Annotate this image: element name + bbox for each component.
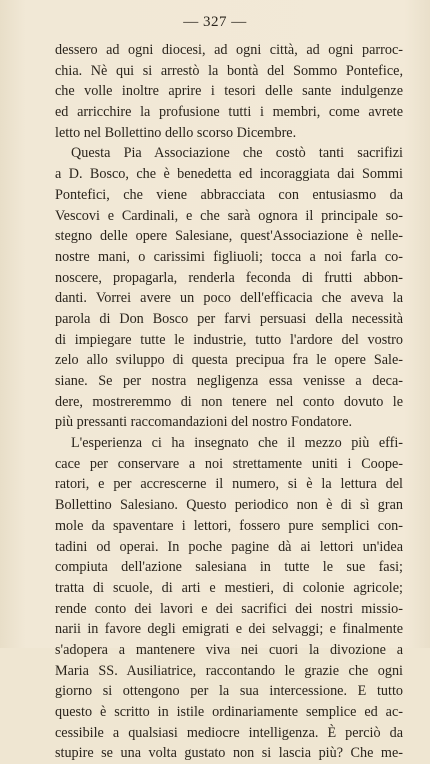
text-line: che volle inoltre aprire i tesori delle sante indulgenze [55,83,403,100]
text-line: rende conto dei lavori e dei sacrifici dei nostri missio- [55,600,403,617]
text-line: ed arricchire la profusione tutti i membri, come avrete [55,104,403,121]
page-number: — 327 — [183,14,247,30]
text-line: siane. Se per nostra negligenza essa venisse a deca- [55,373,403,389]
text-line: cessibile a qualsiasi mediocre intelligenza. È perciò da [55,724,403,741]
text-line: tratta di scuole, di arti e mestieri, di colonie agricole; [55,579,403,596]
text-line: stupire se una volta gustato non si lascia più? Che me- [55,745,403,762]
text-line: giorno si ottengono per la sua intercessione. E tutto [55,683,403,700]
text-line: s'adopera a mantenere viva nei cuori la divozione a [55,641,403,658]
text-line: noscere, propagarla, renderla feconda di frutti abbon- [55,269,403,286]
text-line: danti. Vorrei avere un poco dell'efficacia che aveva la [55,290,403,307]
text-line: stegno delle opere Salesiane, quest'Associazione è nelle- [55,228,403,245]
text-line: questo è scritto in istile ordinariamente semplice ed ac- [55,704,403,720]
text-line: L'esperienza ci ha insegnato che il mezzo più effi- [71,435,403,452]
text-line: mole da spaventare i lettori, fossero pure semplici con- [55,517,403,534]
text-line: ratori, e per accrescerne il numero, si è la lettura del [55,476,403,493]
text-line: Pontefici, che viene abbracciata con entusiasmo da [55,186,403,203]
text-line: narii in favore degli emigrati e dei selvaggi; e finalmente [55,621,403,638]
text-line: tadini od operai. In poche pagine dà ai lettori un'idea [55,538,403,555]
text-line: Vescovi e Cardinali, e che sarà ognora il principale so- [55,207,403,224]
text-line: nostre mani, o carissimi figliuoli; tocca a noi farla co- [55,248,403,265]
text-line: Maria SS. Ausiliatrice, raccontando le grazie che ogni [55,662,403,679]
text-line: compiuta dell'azione salesiana in tutte le sue fasi; [55,559,403,576]
text-line: zelo allo sviluppo di questa precipua fra le opere Sale- [55,352,403,369]
text-line: chia. Nè qui si arrestò la bontà del Sommo Pontefice, [55,62,403,79]
text-line: Bollettino Salesiano. Questo periodico non è di sì gran [55,497,403,514]
body-text [55,40,403,764]
text-line: parola di Don Bosco per farvi persuasi della necessità [55,310,403,327]
text-line: letto nel Bollettino dello scorso Dicembre. [55,124,297,141]
text-line: dessero ad ogni diocesi, ad ogni città, ad ogni parroc- [55,42,403,58]
text-line: più pressanti raccomandazioni del nostro Fondatore. [55,414,353,431]
text-line: dere, mostreremmo di non tenere nel conto dovuto le [55,393,403,410]
text-line: cace per conservare a noi strettamente uniti i Coope- [55,455,403,472]
text-line: a D. Bosco, che è benedetta ed incoraggiata dai Sommi [55,166,403,183]
text-line: di impiegare tutte le industrie, tutto l'ardore del vostro [55,331,403,348]
text-line: Questa Pia Associazione che costò tanti sacrifizi [71,145,403,162]
